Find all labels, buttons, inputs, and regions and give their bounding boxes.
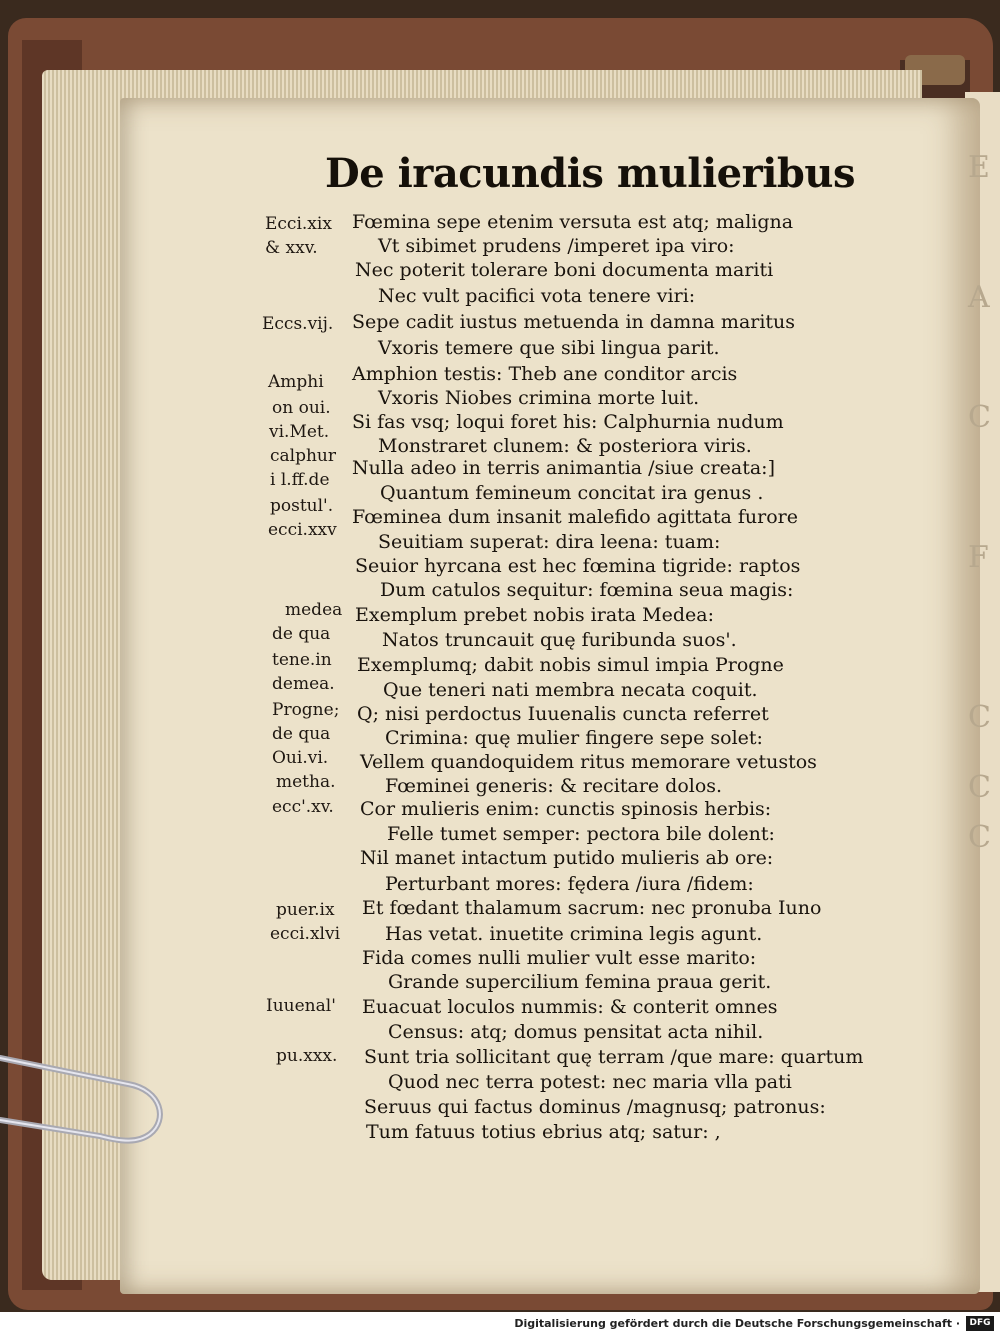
verse-line: Fœminei generis: & recitare dolos. bbox=[385, 775, 723, 797]
marginal-note: tene.in bbox=[272, 650, 332, 670]
verse-line: Natos truncauit quę furibunda suos'. bbox=[382, 629, 737, 651]
verse-line: Nulla adeo in terris animantia /siue creata:] bbox=[352, 457, 775, 479]
verse-line: Vxoris Niobes crimina morte luit. bbox=[378, 387, 700, 409]
verse-line: Quod nec terra potest: nec maria vlla pati bbox=[388, 1071, 792, 1093]
marginal-note: ecci.xxv bbox=[268, 520, 337, 540]
marginal-note: de qua bbox=[272, 724, 331, 744]
verse-line: Et fœdant thalamum sacrum: nec pronuba Iuno bbox=[362, 897, 822, 919]
paper-clip bbox=[0, 1050, 175, 1150]
marginal-note: Amphi bbox=[268, 372, 324, 392]
verse-line: Monstraret clunem: & posteriora viris. bbox=[378, 435, 752, 457]
verse-line: Felle tumet semper: pectora bile dolent: bbox=[387, 823, 775, 845]
footer-bar bbox=[0, 1312, 1000, 1336]
funding-credit: Digitalisierung gefördert durch die Deutsche Forschungsgemeinschaft · bbox=[514, 1317, 960, 1330]
verse-line: Cor mulieris enim: cunctis spinosis herbis: bbox=[360, 798, 772, 820]
verse-line: Fœmina sepe etenim versuta est atq; maligna bbox=[352, 211, 794, 233]
verse-line: Exemplum prebet nobis irata Medea: bbox=[355, 604, 714, 626]
verse-line: Census: atq; domus pensitat acta nihil. bbox=[388, 1021, 764, 1043]
marginal-note: ecc'.xv. bbox=[272, 797, 334, 817]
marginal-note: calphur bbox=[270, 446, 336, 466]
verse-line: Dum catulos sequitur: fœmina seua magis: bbox=[380, 579, 794, 601]
verse-line: Seuitiam superat: dira leena: tuam: bbox=[378, 531, 721, 553]
verse-line: Si fas vsq; loqui foret his: Calphurnia nudum bbox=[352, 411, 784, 433]
marginal-note: Iuuenal' bbox=[266, 996, 336, 1016]
marginal-note: Eccs.vij. bbox=[262, 314, 334, 334]
marginal-note: pu.xxx. bbox=[276, 1046, 338, 1066]
verse-line: Sepe cadit iustus metuenda in damna maritus bbox=[352, 311, 796, 333]
marginal-note: i l.ff.de bbox=[270, 470, 330, 490]
show-through-letter: F bbox=[968, 540, 989, 575]
verse-line: Quantum femineum concitat ira genus . bbox=[380, 482, 764, 504]
show-through-letter: C bbox=[968, 400, 991, 435]
marginal-note: ecci.xlvi bbox=[270, 924, 341, 944]
verse-line: Sunt tria sollicitant quę terram /que mare: quartum bbox=[364, 1046, 864, 1068]
marginal-note: metha. bbox=[276, 772, 336, 792]
show-through-letter: C bbox=[968, 770, 991, 805]
verse-line: Perturbant mores: fędera /iura /fidem: bbox=[385, 873, 754, 895]
show-through-letter: E bbox=[968, 150, 990, 185]
marginal-note: vi.Met. bbox=[269, 422, 330, 442]
marginal-note: & xxv. bbox=[265, 238, 318, 258]
page-title: De iracundis mulieribus bbox=[325, 150, 855, 197]
verse-line: Fida comes nulli mulier vult esse marito: bbox=[362, 947, 757, 969]
verse-line: Exemplumq; dabit nobis simul impia Progne bbox=[357, 654, 784, 676]
show-through-letter: C bbox=[968, 700, 991, 735]
verse-line: Nec poterit tolerare boni documenta mariti bbox=[355, 259, 774, 281]
verse-line: Vxoris temere que sibi lingua parit. bbox=[378, 337, 720, 359]
marginal-note: medea bbox=[285, 600, 343, 620]
show-through-letter: C bbox=[968, 820, 991, 855]
marginal-note: puer.ix bbox=[276, 900, 335, 920]
show-through-letter: A bbox=[968, 280, 990, 315]
verse-line: Nil manet intactum putido mulieris ab ore: bbox=[360, 847, 774, 869]
verse-line: Euacuat loculos nummis: & conterit omnes bbox=[362, 996, 778, 1018]
marginal-note: Oui.vi. bbox=[272, 748, 329, 768]
dfg-logo: DFG bbox=[966, 1316, 994, 1331]
marginal-note: de qua bbox=[272, 624, 331, 644]
verse-line: Fœminea dum insanit malefido agittata furore bbox=[352, 506, 798, 528]
verse-line: Q; nisi perdoctus Iuuenalis cuncta referret bbox=[357, 703, 769, 725]
verse-line: Nec vult pacifici vota tenere viri: bbox=[378, 285, 696, 307]
marginal-note: on oui. bbox=[272, 398, 331, 418]
verse-line: Crimina: quę mulier fingere sepe solet: bbox=[385, 727, 763, 749]
verse-line: Seruus qui factus dominus /magnusq; patronus: bbox=[364, 1096, 826, 1118]
marginal-note: demea. bbox=[272, 674, 335, 694]
verse-line: Vt sibimet prudens /imperet ipa viro: bbox=[378, 235, 735, 257]
verse-line: Grande supercilium femina praua gerit. bbox=[388, 971, 772, 993]
verse-line: Que teneri nati membra necata coquit. bbox=[383, 679, 758, 701]
verse-line: Tum fatuus totius ebrius atq; satur: , bbox=[366, 1121, 721, 1143]
marginal-note: postul'. bbox=[270, 496, 334, 516]
verse-line: Has vetat. inuetite crimina legis agunt. bbox=[385, 923, 763, 945]
verse-line: Amphion testis: Theb ane conditor arcis bbox=[352, 363, 738, 385]
verse-line: Vellem quandoquidem ritus memorare vetustos bbox=[360, 751, 817, 773]
marginal-note: Progne; bbox=[272, 700, 340, 720]
marginal-note: Ecci.xix bbox=[265, 214, 332, 234]
verse-line: Seuior hyrcana est hec fœmina tigride: raptos bbox=[355, 555, 801, 577]
